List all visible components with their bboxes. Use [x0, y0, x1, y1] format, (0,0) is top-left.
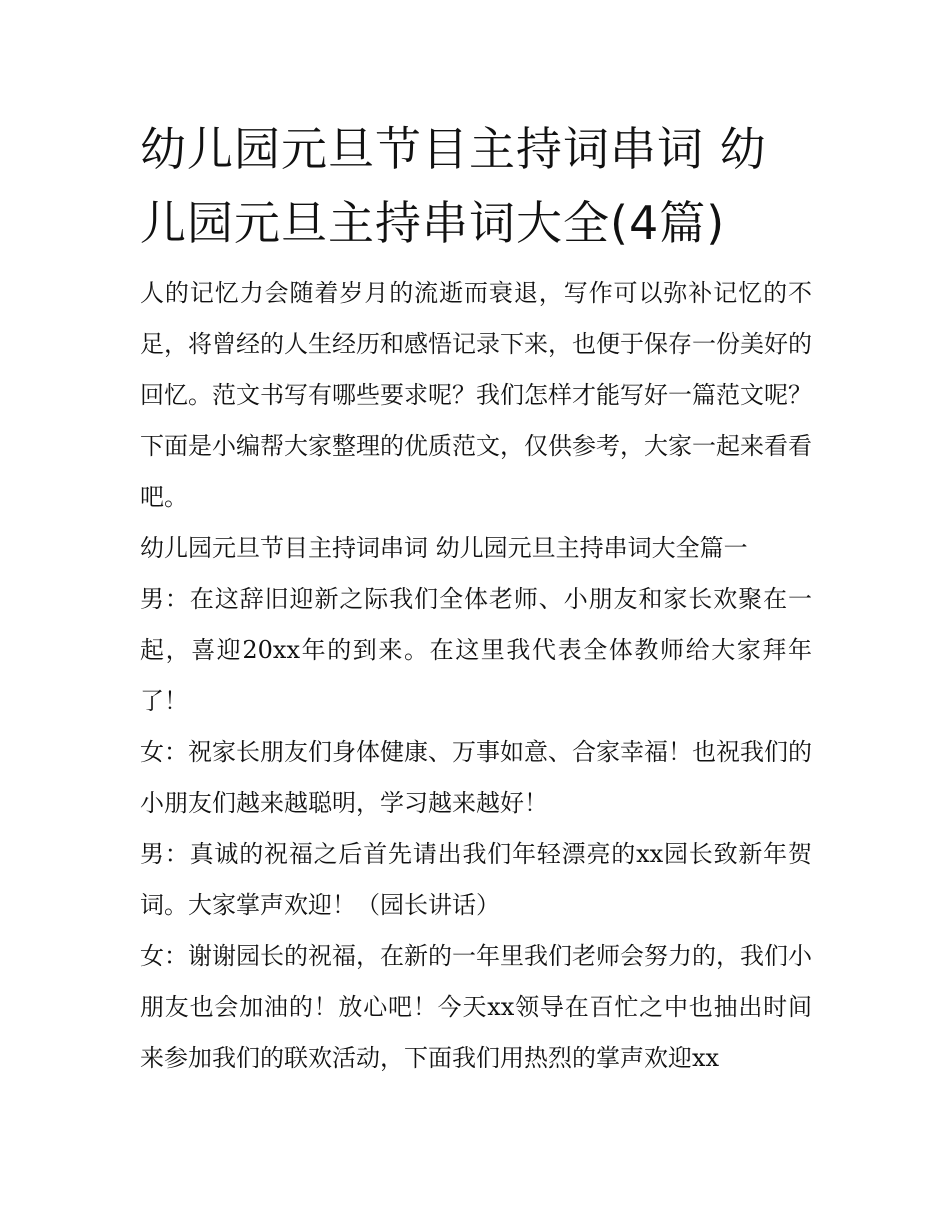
dialogue-paragraph: 女：谢谢园长的祝福，在新的一年里我们老师会努力的，我们小朋友也会加油的！放心吧！今天xx领导在百忙之中也抽出时间来参加我们的联欢活动，下面我们用热烈的掌声欢迎xx	[140, 942, 812, 1072]
document-page	[140, 112, 812, 1084]
intro-paragraph: 人的记忆力会随着岁月的流逝而衰退，写作可以弥补记忆的不足，将曾经的人生经历和感悟记录下来，也便于保存一份美好的回忆。范文书写有哪些要求呢？我们怎样才能写好一篇范文呢？下面是小编帮大家整理的优质范文，仅供参考，大家一起来看看吧。	[140, 279, 812, 511]
section-heading: 幼儿园元旦节目主持词串词 幼儿园元旦主持串词大全篇一	[140, 534, 748, 562]
dialogue-paragraph: 男：真诚的祝福之后首先请出我们年轻漂亮的xx园长致新年贺词。大家掌声欢迎！（园长讲话）	[140, 840, 812, 919]
dialogue-paragraph: 男：在这辞旧迎新之际我们全体老师、小朋友和家长欢聚在一起，喜迎20xx年的到来。在这里我代表全体教师给大家拜年了！	[140, 585, 812, 715]
dialogue-paragraph: 女：祝家长朋友们身体健康、万事如意、合家幸福！也祝我们的小朋友们越来越聪明，学习越来越好！	[140, 738, 812, 817]
document-title: 幼儿园元旦节目主持词串词 幼儿园元旦主持串词大全(4篇)	[140, 122, 767, 250]
